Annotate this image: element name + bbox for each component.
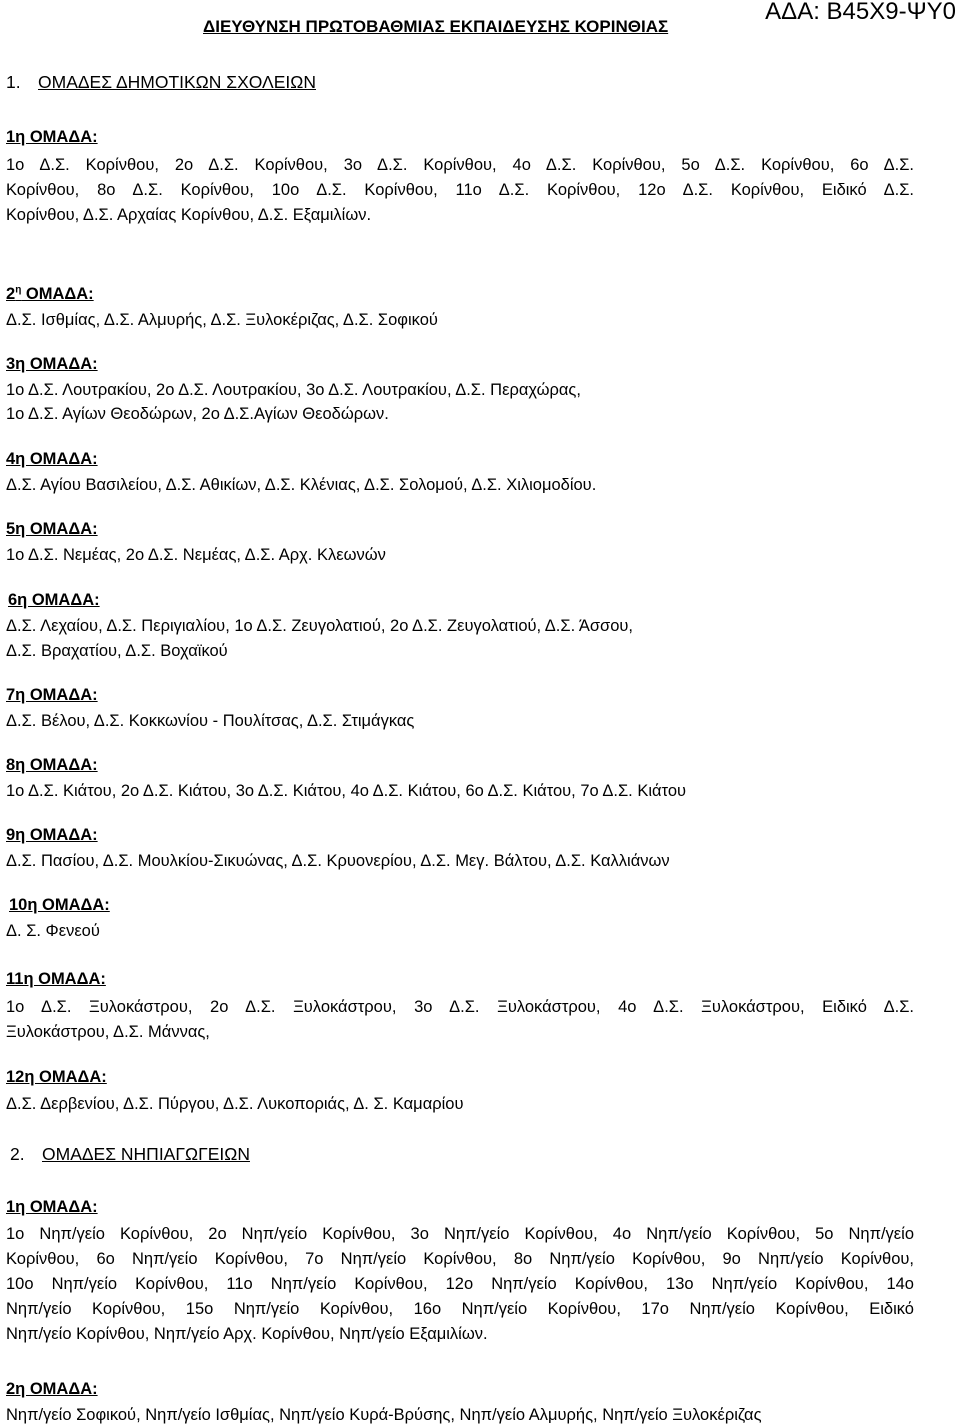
section-2-title [10,1142,250,1167]
group-heading: 7η ΟΜΑΔΑ: [6,686,98,704]
section-number: 1. [6,72,21,92]
group-line: Δ.Σ. Πασίου, Δ.Σ. Μουλκίου-Σικυώνας, Δ.Σ. Κρυονερίου, Δ.Σ. Μεγ. Βάλτου, Δ.Σ. Καλλιάνων [6,852,670,870]
group-heading: 6η ΟΜΑΔΑ: [8,591,100,609]
group-heading: 10η ΟΜΑΔΑ: [9,896,110,914]
group-line: 1ο Δ.Σ. Αγίων Θεοδώρων, 2ο Δ.Σ.Αγίων Θεοδώρων. [6,405,389,423]
group-line: Νηπ/γείο Κορίνθου, 15ο Νηπ/γείο Κορίνθου, 16ο Νηπ/γείο Κορίνθου, 17ο Νηπ/γείο Κορίνθου, Ειδικό [6,1300,914,1318]
page-header [0,0,960,44]
section-1-title [6,70,316,95]
group-line: Δ.Σ. Δερβενίου, Δ.Σ. Πύργου, Δ.Σ. Λυκοποριάς, Δ. Σ. Καμαρίου [6,1095,464,1113]
group-line: Κορίνθου, 8ο Δ.Σ. Κορίνθου, 10ο Δ.Σ. Κορίνθου, 11ο Δ.Σ. Κορίνθου, 12ο Δ.Σ. Κορίνθου, Ειδικό Δ.Σ. [6,181,914,199]
group-line: 1ο Δ.Σ. Ξυλοκάστρου, 2ο Δ.Σ. Ξυλοκάστρου, 3ο Δ.Σ. Ξυλοκάστρου, 4ο Δ.Σ. Ξυλοκάστρου, Ειδικό Δ.Σ. [6,998,914,1016]
group-heading: 4η ΟΜΑΔΑ: [6,450,98,468]
group-heading: 12η ΟΜΑΔΑ: [6,1068,107,1086]
group-heading: 1η ΟΜΑΔΑ: [6,128,98,146]
group-heading: 8η ΟΜΑΔΑ: [6,756,98,774]
group-heading: $2^\eta$ ΟΜΑΔΑ: [6,284,94,303]
group-line: 10ο Νηπ/γείο Κορίνθου, 11ο Νηπ/γείο Κορίνθου, 12ο Νηπ/γείο Κορίνθου, 13ο Νηπ/γείο Κορίνθου, 14ο [6,1275,914,1293]
group-line: Νηπ/γείο Σοφικού, Νηπ/γείο Ισθμίας, Νηπ/γείο Κυρά-Βρύσης, Νηπ/γείο Αλμυρής, Νηπ/γείο Ξυλοκέριζας [6,1406,762,1424]
group-heading: 1η ΟΜΑΔΑ: [6,1198,98,1216]
group-heading: 11η ΟΜΑΔΑ: [6,970,106,988]
group-line: 1ο Νηπ/γείο Κορίνθου, 2ο Νηπ/γείο Κορίνθου, 3ο Νηπ/γείο Κορίνθου, 4ο Νηπ/γείο Κορίνθου, 5ο Νηπ/γείο [6,1225,914,1243]
group-line: Δ.Σ. Αγίου Βασιλείου, Δ.Σ. Αθικίων, Δ.Σ. Κλένιας, Δ.Σ. Σολομού, Δ.Σ. Χιλιομοδίου. [6,476,597,494]
group-line: 1ο Δ.Σ. Κορίνθου, 2ο Δ.Σ. Κορίνθου, 3ο Δ.Σ. Κορίνθου, 4ο Δ.Σ. Κορίνθου, 5ο Δ.Σ. Κορίνθου, 6ο Δ.Σ. [6,156,914,174]
ada-code: ΑΔΑ: Β45Χ9-ΨΥ0 [765,0,956,25]
group-line: Κορίνθου, Δ.Σ. Αρχαίας Κορίνθου, Δ.Σ. Εξαμιλίων. [6,206,372,224]
group-line: Δ.Σ. Λεχαίου, Δ.Σ. Περιγιαλίου, 1ο Δ.Σ. Ζευγολατιού, 2ο Δ.Σ. Ζευγολατιού, Δ.Σ. Άσσου, [6,617,633,635]
group-line: Κορίνθου, 6ο Νηπ/γείο Κορίνθου, 7ο Νηπ/γείο Κορίνθου, 8ο Νηπ/γείο Κορίνθου, 9ο Νηπ/γείο Κορίνθου, [6,1250,914,1268]
group-heading: 2η ΟΜΑΔΑ: [6,1380,98,1398]
group-line: 1ο Δ.Σ. Λουτρακίου, 2ο Δ.Σ. Λουτρακίου, 3ο Δ.Σ. Λουτρακίου, Δ.Σ. Περαχώρας, [6,381,581,399]
group-line: Δ.Σ. Ισθμίας, Δ.Σ. Αλμυρής, Δ.Σ. Ξυλοκέριζας, Δ.Σ. Σοφικού [6,311,438,329]
directorate-title: ΔΙΕΥΘΥΝΣΗ ΠΡΩΤΟΒΑΘΜΙΑΣ ΕΚΠΑΙΔΕΥΣΗΣ ΚΟΡΙΝΘΙΑΣ [203,17,669,36]
group-line: 1ο Δ.Σ. Νεμέας, 2ο Δ.Σ. Νεμέας, Δ.Σ. Αρχ. Κλεωνών [6,546,386,564]
section-title-text: ΟΜΑΔΕΣ ΝΗΠΙΑΓΩΓΕΙΩΝ [42,1144,250,1164]
group-line: Δ.Σ. Βέλου, Δ.Σ. Κοκκωνίου - Πουλίτσας, Δ.Σ. Στιμάγκας [6,712,415,730]
group-line: 1ο Δ.Σ. Κιάτου, 2ο Δ.Σ. Κιάτου, 3ο Δ.Σ. Κιάτου, 4ο Δ.Σ. Κιάτου, 6ο Δ.Σ. Κιάτου, 7ο Δ.Σ. Κιάτου [6,782,687,800]
group-line: Ξυλοκάστρου, Δ.Σ. Μάννας, [6,1023,210,1041]
group-line: Δ. Σ. Φενεού [6,922,100,940]
group-line: Δ.Σ. Βραχατίου, Δ.Σ. Βοχαϊκού [6,642,228,660]
group-heading: 3η ΟΜΑΔΑ: [6,355,98,373]
section-title-text: ΟΜΑΔΕΣ ΔΗΜΟΤΙΚΩΝ ΣΧΟΛΕΙΩΝ [38,72,316,92]
section-number: 2. [10,1144,25,1164]
group-line: Νηπ/γείο Κορίνθου, Νηπ/γείο Αρχ. Κορίνθου, Νηπ/γείο Εξαμιλίων. [6,1325,488,1343]
group-heading: 5η ΟΜΑΔΑ: [6,520,98,538]
group-heading: 9η ΟΜΑΔΑ: [6,826,98,844]
